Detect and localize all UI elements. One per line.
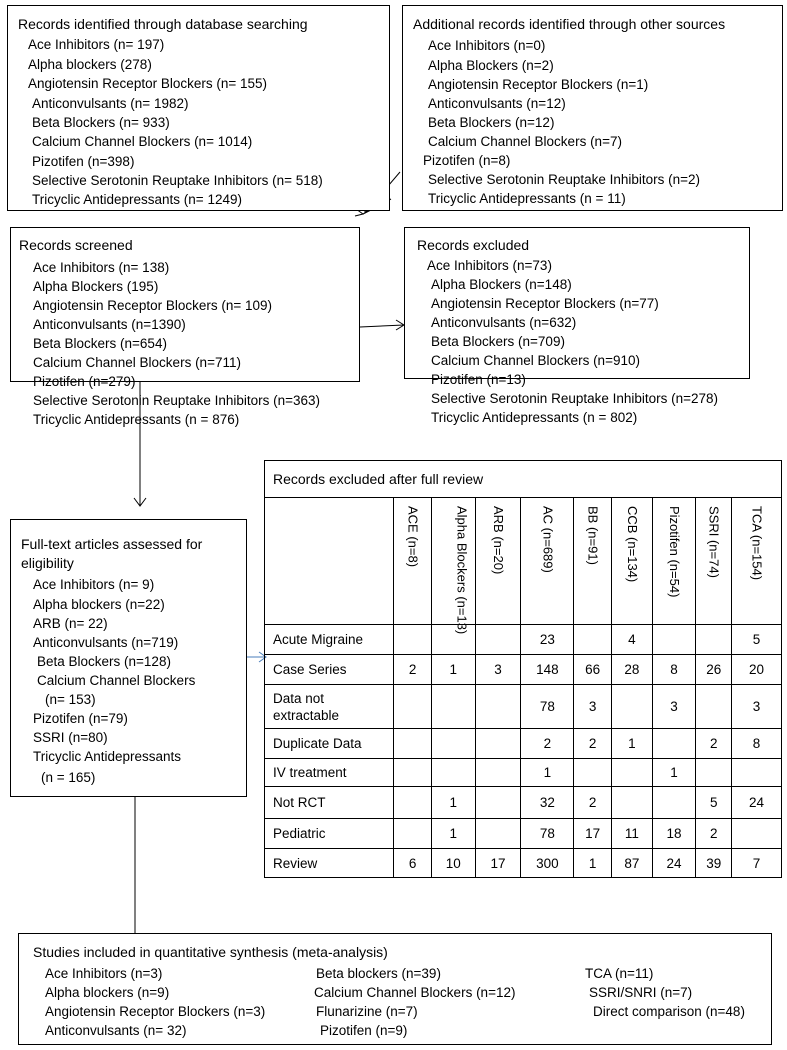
fulltext-assessed-box xyxy=(10,519,247,797)
column-header: ARB (n=20) xyxy=(475,498,521,625)
included-item: Angiotensin Receptor Blockers (n=3) xyxy=(45,1004,266,1019)
table-cell xyxy=(696,625,732,655)
included-item: Anticonvulsants (n= 32) xyxy=(45,1023,187,1038)
screened-item: Pizotifen (n=279) xyxy=(33,374,136,389)
table-cell: 3 xyxy=(652,685,696,729)
included-item: Pizotifen (n=9) xyxy=(320,1023,408,1038)
column-header: CCB (n=134) xyxy=(611,498,652,625)
screened-item: Angiotensin Receptor Blockers (n= 109) xyxy=(33,298,273,313)
excluded-item: Beta Blockers (n=709) xyxy=(431,334,565,349)
identified-item: Pizotifen (n=398) xyxy=(32,154,135,169)
table-row xyxy=(265,849,782,878)
fulltext-title-line1: Full-text articles assessed for xyxy=(21,536,203,552)
fulltext-item: Ace Inhibitors (n= 9) xyxy=(33,577,155,592)
row-label: Acute Migraine xyxy=(265,625,394,655)
column-header: Pizotifen (n=54) xyxy=(652,498,696,625)
included-item: Direct comparison (n=48) xyxy=(593,1004,745,1019)
screened-title: Records screened xyxy=(19,237,133,253)
table-cell: 32 xyxy=(521,787,574,819)
table-cell: 39 xyxy=(696,849,732,878)
row-label: Pediatric xyxy=(265,819,394,849)
fulltext-item: Beta Blockers (n=128) xyxy=(37,654,171,669)
column-header: AC (n=689) xyxy=(521,498,574,625)
fulltext-item: Anticonvulsants (n=719) xyxy=(33,635,179,650)
included-item: TCA (n=11) xyxy=(585,966,654,981)
additional-item: Ace Inhibitors (n=0) xyxy=(428,38,546,53)
included-item: Beta blockers (n=39) xyxy=(316,966,441,981)
excluded-item: Selective Serotonin Reuptake Inhibitors (n=278) xyxy=(431,391,719,406)
included-column-3 xyxy=(585,964,745,1021)
table-cell: 1 xyxy=(652,759,696,787)
screened-records-box xyxy=(10,227,360,427)
table-cell xyxy=(611,685,652,729)
identified-title: Records identified through database searching xyxy=(18,16,308,32)
table-cell: 4 xyxy=(611,625,652,655)
table-cell xyxy=(394,759,432,787)
screened-item: Alpha Blockers (195) xyxy=(33,279,159,294)
table-cell: 17 xyxy=(475,849,521,878)
included-title: Studies included in quantitative synthesis (meta-analysis) xyxy=(33,944,388,960)
column-header: ACE (n=8) xyxy=(394,498,432,625)
identified-item: Alpha blockers (278) xyxy=(28,57,152,72)
table-cell xyxy=(475,625,521,655)
table-cell: 148 xyxy=(521,655,574,685)
screened-item: Beta Blockers (n=654) xyxy=(33,336,167,351)
excluded-item: Calcium Channel Blockers (n=910) xyxy=(431,353,640,368)
table-row xyxy=(265,729,782,759)
full-review-exclusion-table xyxy=(264,460,782,878)
screened-item: Ace Inhibitors (n= 138) xyxy=(33,260,170,275)
table-cell xyxy=(394,787,432,819)
excluded-item: Anticonvulsants (n=632) xyxy=(431,315,577,330)
additional-item: Anticonvulsants (n=12) xyxy=(428,96,566,111)
table-cell: 87 xyxy=(611,849,652,878)
table-row xyxy=(265,759,782,787)
table-cell xyxy=(475,759,521,787)
fulltext-item: (n= 153) xyxy=(45,692,96,707)
excluded-title: Records excluded xyxy=(417,237,530,253)
table-cell: 5 xyxy=(696,787,732,819)
table-cell xyxy=(394,729,432,759)
table-cell: 5 xyxy=(732,625,782,655)
arrow-screened-to-excluded xyxy=(360,325,404,327)
fulltext-title-line2: eligibility xyxy=(21,555,74,571)
table-cell: 2 xyxy=(394,655,432,685)
additional-item: Pizotifen (n=8) xyxy=(423,153,511,168)
table-cell: 1 xyxy=(574,849,612,878)
table-cell xyxy=(394,685,432,729)
excluded-item: Alpha Blockers (n=148) xyxy=(431,277,572,292)
included-column-1 xyxy=(45,964,265,1040)
identified-item: Angiotensin Receptor Blockers (n= 155) xyxy=(28,76,268,91)
table-cell xyxy=(475,819,521,849)
excluded-item: Pizotifen (n=13) xyxy=(431,372,526,387)
additional-records-box xyxy=(402,5,783,211)
fulltext-item: Alpha blockers (n=22) xyxy=(33,597,165,612)
table-cell: 8 xyxy=(732,729,782,759)
table-cell xyxy=(475,729,521,759)
table-cell xyxy=(394,625,432,655)
table-row xyxy=(265,625,782,655)
included-item: Ace Inhibitors (n=3) xyxy=(45,966,163,981)
fulltext-item: Tricyclic Antidepressants xyxy=(33,749,182,764)
additional-item: Tricyclic Antidepressants (n = 11) xyxy=(428,191,626,206)
table-cell: 2 xyxy=(696,729,732,759)
column-header: BB (n=91) xyxy=(574,498,612,625)
column-header: SSRI (n=74) xyxy=(696,498,732,625)
excluded-records-box xyxy=(404,227,750,425)
additional-item: Selective Serotonin Reuptake Inhibitors (n=2) xyxy=(428,172,701,187)
table-cell: 3 xyxy=(475,655,521,685)
screened-item: Anticonvulsants (n=1390) xyxy=(33,317,186,332)
included-item: Calcium Channel Blockers (n=12) xyxy=(314,985,516,1000)
additional-item: Alpha Blockers (n=2) xyxy=(428,58,554,73)
table-cell: 2 xyxy=(574,729,612,759)
table-cell: 2 xyxy=(521,729,574,759)
table-cell: 1 xyxy=(611,729,652,759)
table-cell: 2 xyxy=(574,787,612,819)
excluded-item: Angiotensin Receptor Blockers (n=77) xyxy=(431,296,659,311)
identified-records-box xyxy=(7,5,390,211)
included-item: SSRI/SNRI (n=7) xyxy=(589,985,693,1000)
row-label: Case Series xyxy=(265,655,394,685)
table-cell: 78 xyxy=(521,819,574,849)
table-cell: 1 xyxy=(521,759,574,787)
table-row xyxy=(265,685,782,729)
table-cell xyxy=(475,685,521,729)
table-cell: 20 xyxy=(732,655,782,685)
table-cell xyxy=(431,759,475,787)
included-column-2 xyxy=(314,964,515,1040)
table-cell: 24 xyxy=(652,849,696,878)
identified-item: Ace Inhibitors (n= 197) xyxy=(28,37,165,52)
column-header: TCA (n=154) xyxy=(732,498,782,625)
table-header-row xyxy=(265,498,782,625)
table-cell xyxy=(652,625,696,655)
row-label: Not RCT xyxy=(265,787,394,819)
additional-title: Additional records identified through other sources xyxy=(413,16,726,32)
table-cell: 11 xyxy=(611,819,652,849)
table-cell xyxy=(574,625,612,655)
table-cell: 24 xyxy=(732,787,782,819)
included-item: Flunarizine (n=7) xyxy=(316,1004,418,1019)
table-cell xyxy=(652,787,696,819)
table-cell xyxy=(652,729,696,759)
table-cell xyxy=(732,819,782,849)
table-cell: 300 xyxy=(521,849,574,878)
table-cell: 1 xyxy=(431,819,475,849)
table-cell: 8 xyxy=(652,655,696,685)
identified-item: Tricyclic Antidepressants (n= 1249) xyxy=(32,192,242,207)
table-cell xyxy=(696,759,732,787)
table-cell xyxy=(574,759,612,787)
identified-item: Calcium Channel Blockers (n= 1014) xyxy=(32,134,253,149)
identified-item: Beta Blockers (n= 933) xyxy=(32,115,170,130)
screened-item: Tricyclic Antidepressants (n = 876) xyxy=(33,412,240,427)
table-cell: 66 xyxy=(574,655,612,685)
fulltext-item: (n = 165) xyxy=(41,770,96,785)
screened-item: Calcium Channel Blockers (n=711) xyxy=(33,355,241,370)
fulltext-item: Pizotifen (n=79) xyxy=(33,711,128,726)
table-cell: 26 xyxy=(696,655,732,685)
table-cell xyxy=(475,787,521,819)
additional-item: Angiotensin Receptor Blockers (n=1) xyxy=(428,77,649,92)
table-cell xyxy=(696,685,732,729)
row-label: Data not extractable xyxy=(265,685,394,729)
identified-item: Selective Serotonin Reuptake Inhibitors (n= 518) xyxy=(32,173,323,188)
fulltext-item: SSRI (n=80) xyxy=(33,730,108,745)
table-corner-cell xyxy=(265,498,394,625)
fulltext-item: Calcium Channel Blockers xyxy=(37,673,196,688)
table-cell xyxy=(611,759,652,787)
table-cell: 2 xyxy=(696,819,732,849)
table-cell xyxy=(611,787,652,819)
table-cell: 18 xyxy=(652,819,696,849)
included-studies-box xyxy=(18,933,772,1045)
table-cell: 78 xyxy=(521,685,574,729)
row-label: Review xyxy=(265,849,394,878)
excluded-item: Tricyclic Antidepressants (n = 802) xyxy=(431,410,638,425)
table-cell xyxy=(732,759,782,787)
identified-item: Anticonvulsants (n= 1982) xyxy=(32,96,189,111)
table-cell: 1 xyxy=(431,655,475,685)
table-cell: 23 xyxy=(521,625,574,655)
table-cell xyxy=(394,819,432,849)
full-review-title: Records excluded after full review xyxy=(265,461,782,498)
table-cell: 6 xyxy=(394,849,432,878)
row-label: IV treatment xyxy=(265,759,394,787)
fulltext-item: ARB (n= 22) xyxy=(33,616,108,631)
table-cell xyxy=(431,729,475,759)
included-item: Alpha blockers (n=9) xyxy=(45,985,170,1000)
excluded-item: Ace Inhibitors (n=73) xyxy=(427,258,552,273)
table-cell: 3 xyxy=(732,685,782,729)
table-cell: 7 xyxy=(732,849,782,878)
additional-item: Calcium Channel Blockers (n=7) xyxy=(428,134,622,149)
additional-item: Beta Blockers (n=12) xyxy=(428,115,555,130)
table-cell: 10 xyxy=(431,849,475,878)
row-label: Duplicate Data xyxy=(265,729,394,759)
column-header: Alpha Blockers (n=13) xyxy=(431,498,475,625)
screened-item: Selective Serotonin Reuptake Inhibitors (n=363) xyxy=(33,393,321,408)
table-row xyxy=(265,787,782,819)
table-cell: 3 xyxy=(574,685,612,729)
table-row xyxy=(265,655,782,685)
table-cell xyxy=(431,685,475,729)
table-cell: 17 xyxy=(574,819,612,849)
table-row xyxy=(265,819,782,849)
table-cell: 28 xyxy=(611,655,652,685)
table-cell: 1 xyxy=(431,787,475,819)
